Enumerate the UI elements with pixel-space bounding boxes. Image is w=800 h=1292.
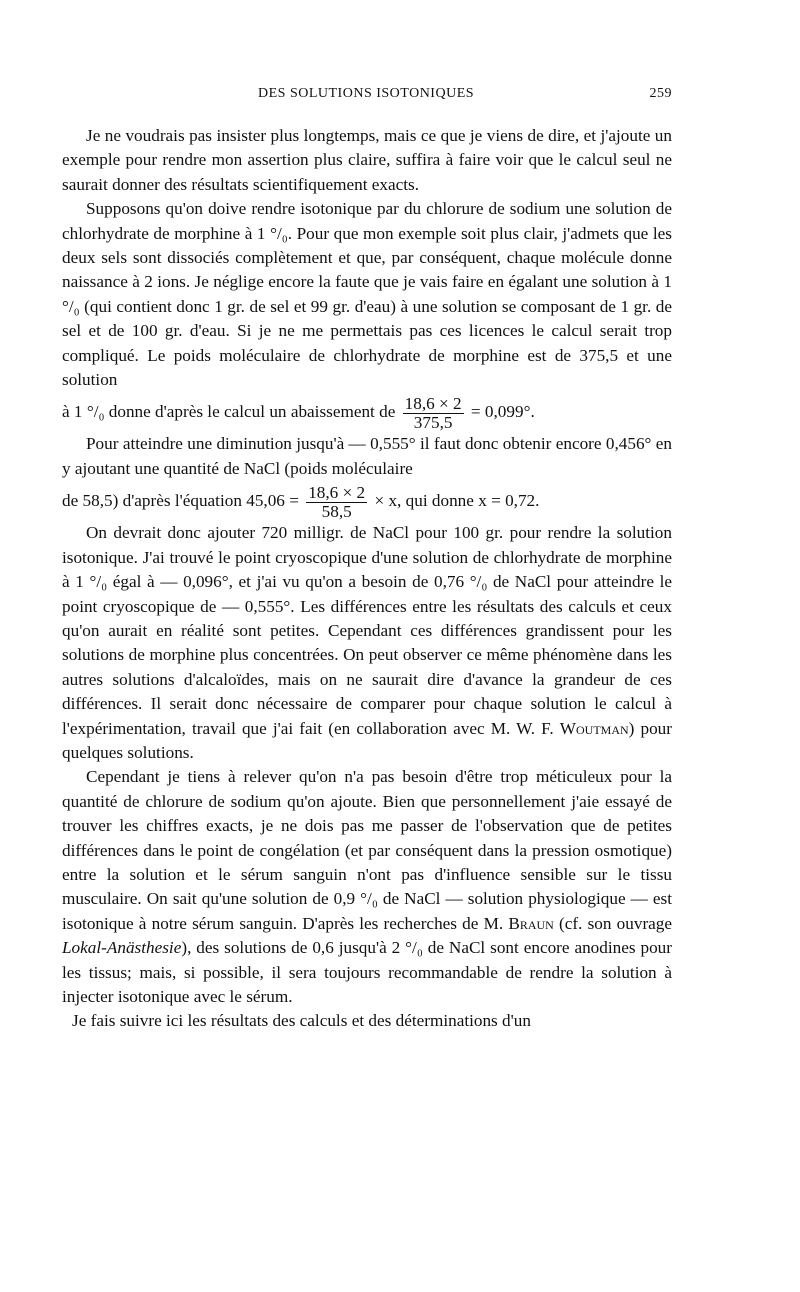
equation-2-post: × x, qui donne x = 0,72. (374, 491, 540, 511)
equation-2 (62, 481, 672, 521)
paragraph-6-text: Je fais suivre ici les résultats des calculs et des déterminations d'un (72, 1011, 531, 1031)
author-name-woutman: Woutman (559, 718, 629, 738)
equation-2-numerator: 18,6 × 2 (308, 482, 366, 502)
paragraph-2-text: Supposons qu'on doive rendre isotonique par du chlorure de sodium une solution de chlorhydrate de morphine à 1 °/₀. Pour que mon exemple soit plus clair, j'admets que les deux sels sont dissociés complètement et que, par conséquent, chaque molécule donne naissance à 2 ions. Je néglige encore la faute que je vais faire en égalant une solution à 1 °/₀ (qui contient donc 1 gr. de sel et 99 gr. d'eau) à une solution se composant de 1 gr. de sel et de 100 gr. d'eau. Si je ne me permettais pas ces licences le calcul serait trop compliqué. Le poids moléculaire de chlorhydrate de morphine est de 375,5 et une solution (62, 199, 672, 390)
work-title: Lokal-Anästhesie (62, 938, 182, 958)
equation-2-denominator: 58,5 (321, 501, 352, 521)
paragraph-4-text-b: ) pour quelques solutions. (62, 718, 672, 762)
paragraph-5-text-c: ), des solutions de 0,6 jusqu'à 2 °/₀ de NaCl sont encore anodines pour les tissus; mais, si possible, il sera toujours recommandable de rendre la solution à injecter isotonique avec le sérum. (62, 938, 672, 1006)
paragraph-3-text: Pour atteindre une diminution jusqu'à — 0,555° il faut donc obtenir encore 0,456° en y ajoutant une quantité de NaCl (poids moléculaire (62, 434, 672, 478)
page-number: 259 (649, 86, 672, 101)
author-name-braun: Braun (508, 913, 554, 933)
paragraph-5 (62, 765, 672, 1009)
paragraph-3 (62, 432, 672, 521)
equation-1-numerator: 18,6 × 2 (404, 394, 462, 414)
running-title: DES SOLUTIONS ISOTONIQUES (258, 86, 475, 101)
paragraph-1 (62, 124, 672, 197)
paragraph-1-text: Je ne voudrais pas insister plus longtemps, mais ce que je viens de dire, et j'ajoute un exemple pour rendre mon assertion plus claire, suffira à faire voir que le calcul seul ne saurait donner des résultats scientifiquement exacts. (62, 126, 672, 194)
equation-2-fraction (306, 484, 367, 521)
paragraph-5-text-b: (cf. son ouvrage (559, 913, 673, 933)
equation-1-fraction (403, 395, 464, 432)
paragraph-4-text-a: On devrait donc ajouter 720 milligr. de NaCl pour 100 gr. pour rendre la solution isotonique. J'ai trouvé le point cryoscopique d'une solution de chlorhydrate de morphine à 1 °/₀ égal à — 0,096°, et j'ai vu qu'on a besoin de 0,76 °/₀ de NaCl pour atteindre le point cryoscopique de — 0,555°. Les différences entre les résultats des calculs et ceux qu'on aurait en réalité sont petites. Cependant ces différences grandissent pour les solutions de morphine plus concentrées. On peut observer ce même phénomène dans les autres solutions d'alcaloïdes, mais on ne saurait dire d'avance la grandeur de ces différences. Il serait donc nécessaire de comparer pour chaque solution le calcul à l'expérimentation, travail que j'ai fait (en collaboration avec M. W. F. (62, 523, 672, 738)
equation-1 (62, 392, 672, 432)
page-body (62, 124, 672, 1034)
equation-2-pre: de 58,5) d'après l'équation 45,06 = (62, 491, 299, 511)
equation-1-pre: à 1 °/₀ donne d'après le calcul un abaissement de (62, 402, 396, 422)
paragraph-6 (62, 1009, 672, 1033)
running-header (62, 86, 672, 108)
paragraph-4 (62, 521, 672, 765)
paragraph-5-text-a: Cependant je tiens à relever qu'on n'a pas besoin d'être trop méticuleux pour la quantité de chlorure de sodium qu'on ajoute. Bien que personnellement j'aie essayé de trouver les chiffres exacts, je ne dois pas me passer de l'observation que de petites différences dans le point de congélation (et par conséquent dans la pression osmotique) entre la solution et le sérum sanguin n'ont pas d'influence sensible sur le tissu musculaire. On sait qu'une solution de 0,9 °/₀ de NaCl — solution physiologique — est isotonique à notre sérum sanguin. D'après les recherches de M. (62, 767, 672, 933)
paragraph-2 (62, 197, 672, 432)
equation-1-post: = 0,099°. (470, 402, 535, 422)
equation-1-denominator: 375,5 (413, 413, 453, 433)
